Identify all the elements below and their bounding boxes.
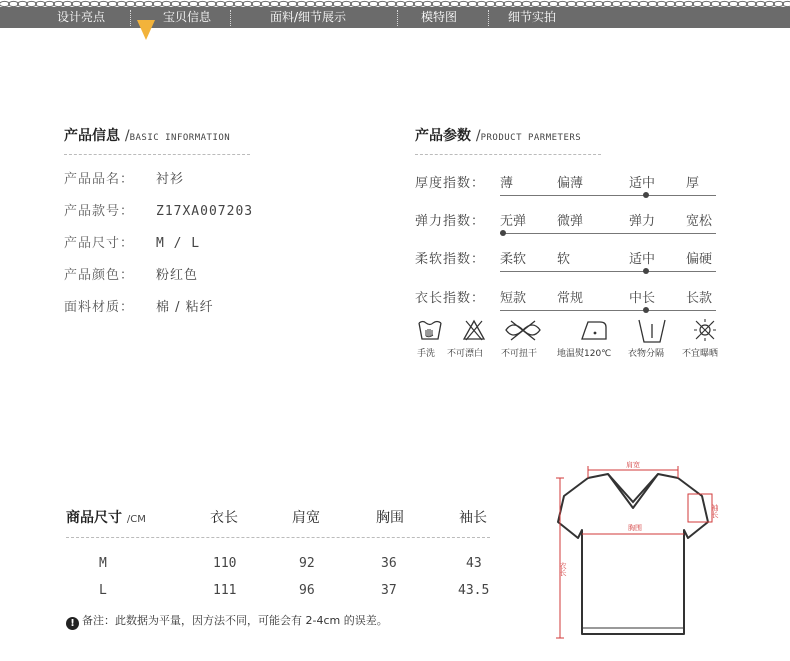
param-option: 短款	[500, 291, 527, 306]
size-table-title: 商品尺寸	[66, 510, 122, 526]
shoulder-label: 肩宽	[626, 461, 640, 469]
param-option: 适中	[629, 176, 656, 191]
product-params-title-en: PRODUCT PARMETERS	[480, 133, 582, 143]
info-row-name	[64, 168, 184, 187]
size-table-header: 袖长	[459, 510, 487, 526]
value-cell: 36	[381, 556, 397, 571]
care-label: 衣物分隔	[628, 349, 665, 359]
info-value: 棉 / 粘纤	[156, 300, 214, 315]
separate-wash-icon	[636, 318, 668, 344]
param-option: 常规	[557, 291, 584, 306]
info-row-color	[64, 264, 198, 283]
param-option: 无弹	[500, 214, 527, 229]
info-row-size	[64, 232, 200, 251]
param-option: 长款	[686, 291, 713, 306]
measurement-note	[66, 612, 388, 630]
length-label: 衣长	[559, 562, 567, 576]
param-option: 适中	[629, 252, 656, 267]
param-option: 微弹	[557, 214, 584, 229]
care-label: 不可扭干	[501, 349, 538, 359]
param-option: 偏薄	[557, 176, 584, 191]
param-label: 弹力指数：	[415, 214, 486, 229]
divider	[64, 154, 250, 155]
size-cell: L	[99, 583, 107, 598]
nav-tab-detail-photos[interactable]: 细节实拍	[508, 10, 557, 24]
nav-separator	[488, 10, 489, 26]
param-option: 软	[557, 252, 571, 267]
divider	[66, 537, 490, 538]
param-option: 薄	[500, 176, 514, 191]
value-cell: 96	[299, 583, 315, 598]
param-option: 弹力	[629, 214, 656, 229]
param-selected-marker	[643, 307, 649, 313]
param-option: 偏硬	[686, 252, 713, 267]
top-navigation	[0, 0, 790, 28]
info-label: 产品颜色：	[64, 268, 135, 283]
value-cell: 37	[381, 583, 397, 598]
active-tab-indicator	[137, 20, 155, 40]
info-row-material	[64, 296, 214, 315]
care-label: 不宜曝晒	[682, 349, 719, 359]
warning-icon: !	[66, 617, 79, 630]
param-scale-line	[500, 310, 716, 311]
no-wring-icon	[503, 318, 543, 342]
param-option: 宽松	[686, 214, 713, 229]
product-info-heading	[64, 125, 230, 145]
param-scale-line	[500, 233, 716, 234]
info-label: 产品款号：	[64, 204, 135, 219]
info-label: 产品品名：	[64, 172, 135, 187]
product-params-heading	[415, 125, 581, 145]
size-table-header: 衣长	[210, 510, 238, 526]
param-selected-marker	[643, 192, 649, 198]
nav-separator	[130, 10, 131, 26]
product-info-title-en: BASIC INFORMATION	[129, 133, 231, 143]
nav-tab-model-photos[interactable]: 模特图	[421, 10, 458, 24]
nav-separator	[230, 10, 231, 26]
nav-bar	[0, 7, 790, 28]
nav-tab-fabric-details[interactable]: 面料/细节展示	[270, 10, 347, 24]
info-value: Z17XA007203	[156, 204, 254, 219]
shirt-measurement-diagram	[548, 456, 734, 646]
no-sun-dry-icon	[693, 318, 717, 342]
value-cell: 43.5	[458, 583, 490, 598]
heading-slash: /	[475, 128, 481, 144]
param-scale-line	[500, 195, 716, 196]
param-option: 柔软	[500, 252, 527, 267]
value-cell: 92	[299, 556, 315, 571]
info-label: 面料材质：	[64, 300, 135, 315]
value-cell: 43	[466, 556, 482, 571]
divider	[415, 154, 601, 155]
chest-label: 胸围	[628, 524, 642, 532]
info-value: M / L	[156, 236, 201, 251]
param-option: 中长	[629, 291, 656, 306]
size-table-header: 肩宽	[292, 510, 320, 526]
heading-slash: /	[126, 514, 131, 525]
size-table-heading	[66, 507, 146, 527]
sleeve-label: 袖长	[711, 504, 719, 518]
size-cell: M	[99, 556, 107, 571]
info-value: 粉红色	[156, 268, 199, 283]
nav-tab-design-highlights[interactable]: 设计亮点	[57, 10, 106, 24]
param-option: 厚	[686, 176, 700, 191]
info-label: 产品尺寸：	[64, 236, 135, 251]
product-info-title: 产品信息	[64, 128, 120, 144]
hand-wash-icon	[417, 318, 443, 342]
shirt-outline	[558, 474, 708, 634]
product-params-title: 产品参数	[415, 128, 471, 144]
size-table-header: 胸围	[376, 510, 404, 526]
param-label: 柔软指数：	[415, 252, 486, 267]
param-selected-marker	[500, 230, 506, 236]
param-label: 厚度指数：	[415, 176, 486, 191]
care-label: 不可漂白	[447, 349, 484, 359]
care-label: 手洗	[417, 349, 436, 359]
value-cell: 111	[213, 583, 237, 598]
info-value: 衬衫	[156, 172, 185, 187]
param-label: 衣长指数：	[415, 291, 486, 306]
no-bleach-icon	[462, 318, 486, 342]
size-table-unit: CM	[130, 514, 146, 525]
nav-tab-product-info[interactable]: 宝贝信息	[163, 10, 212, 24]
info-row-style-number	[64, 200, 253, 219]
param-scale-line	[500, 271, 716, 272]
note-text: 备注：此数据为平量，因方法不同，可能会有 2-4cm 的误差。	[82, 614, 388, 627]
care-label: 地温熨120℃	[557, 349, 612, 359]
low-iron-icon	[578, 318, 610, 342]
nav-separator	[397, 10, 398, 26]
param-selected-marker	[643, 268, 649, 274]
value-cell: 110	[213, 556, 237, 571]
heading-slash: /	[124, 128, 130, 144]
